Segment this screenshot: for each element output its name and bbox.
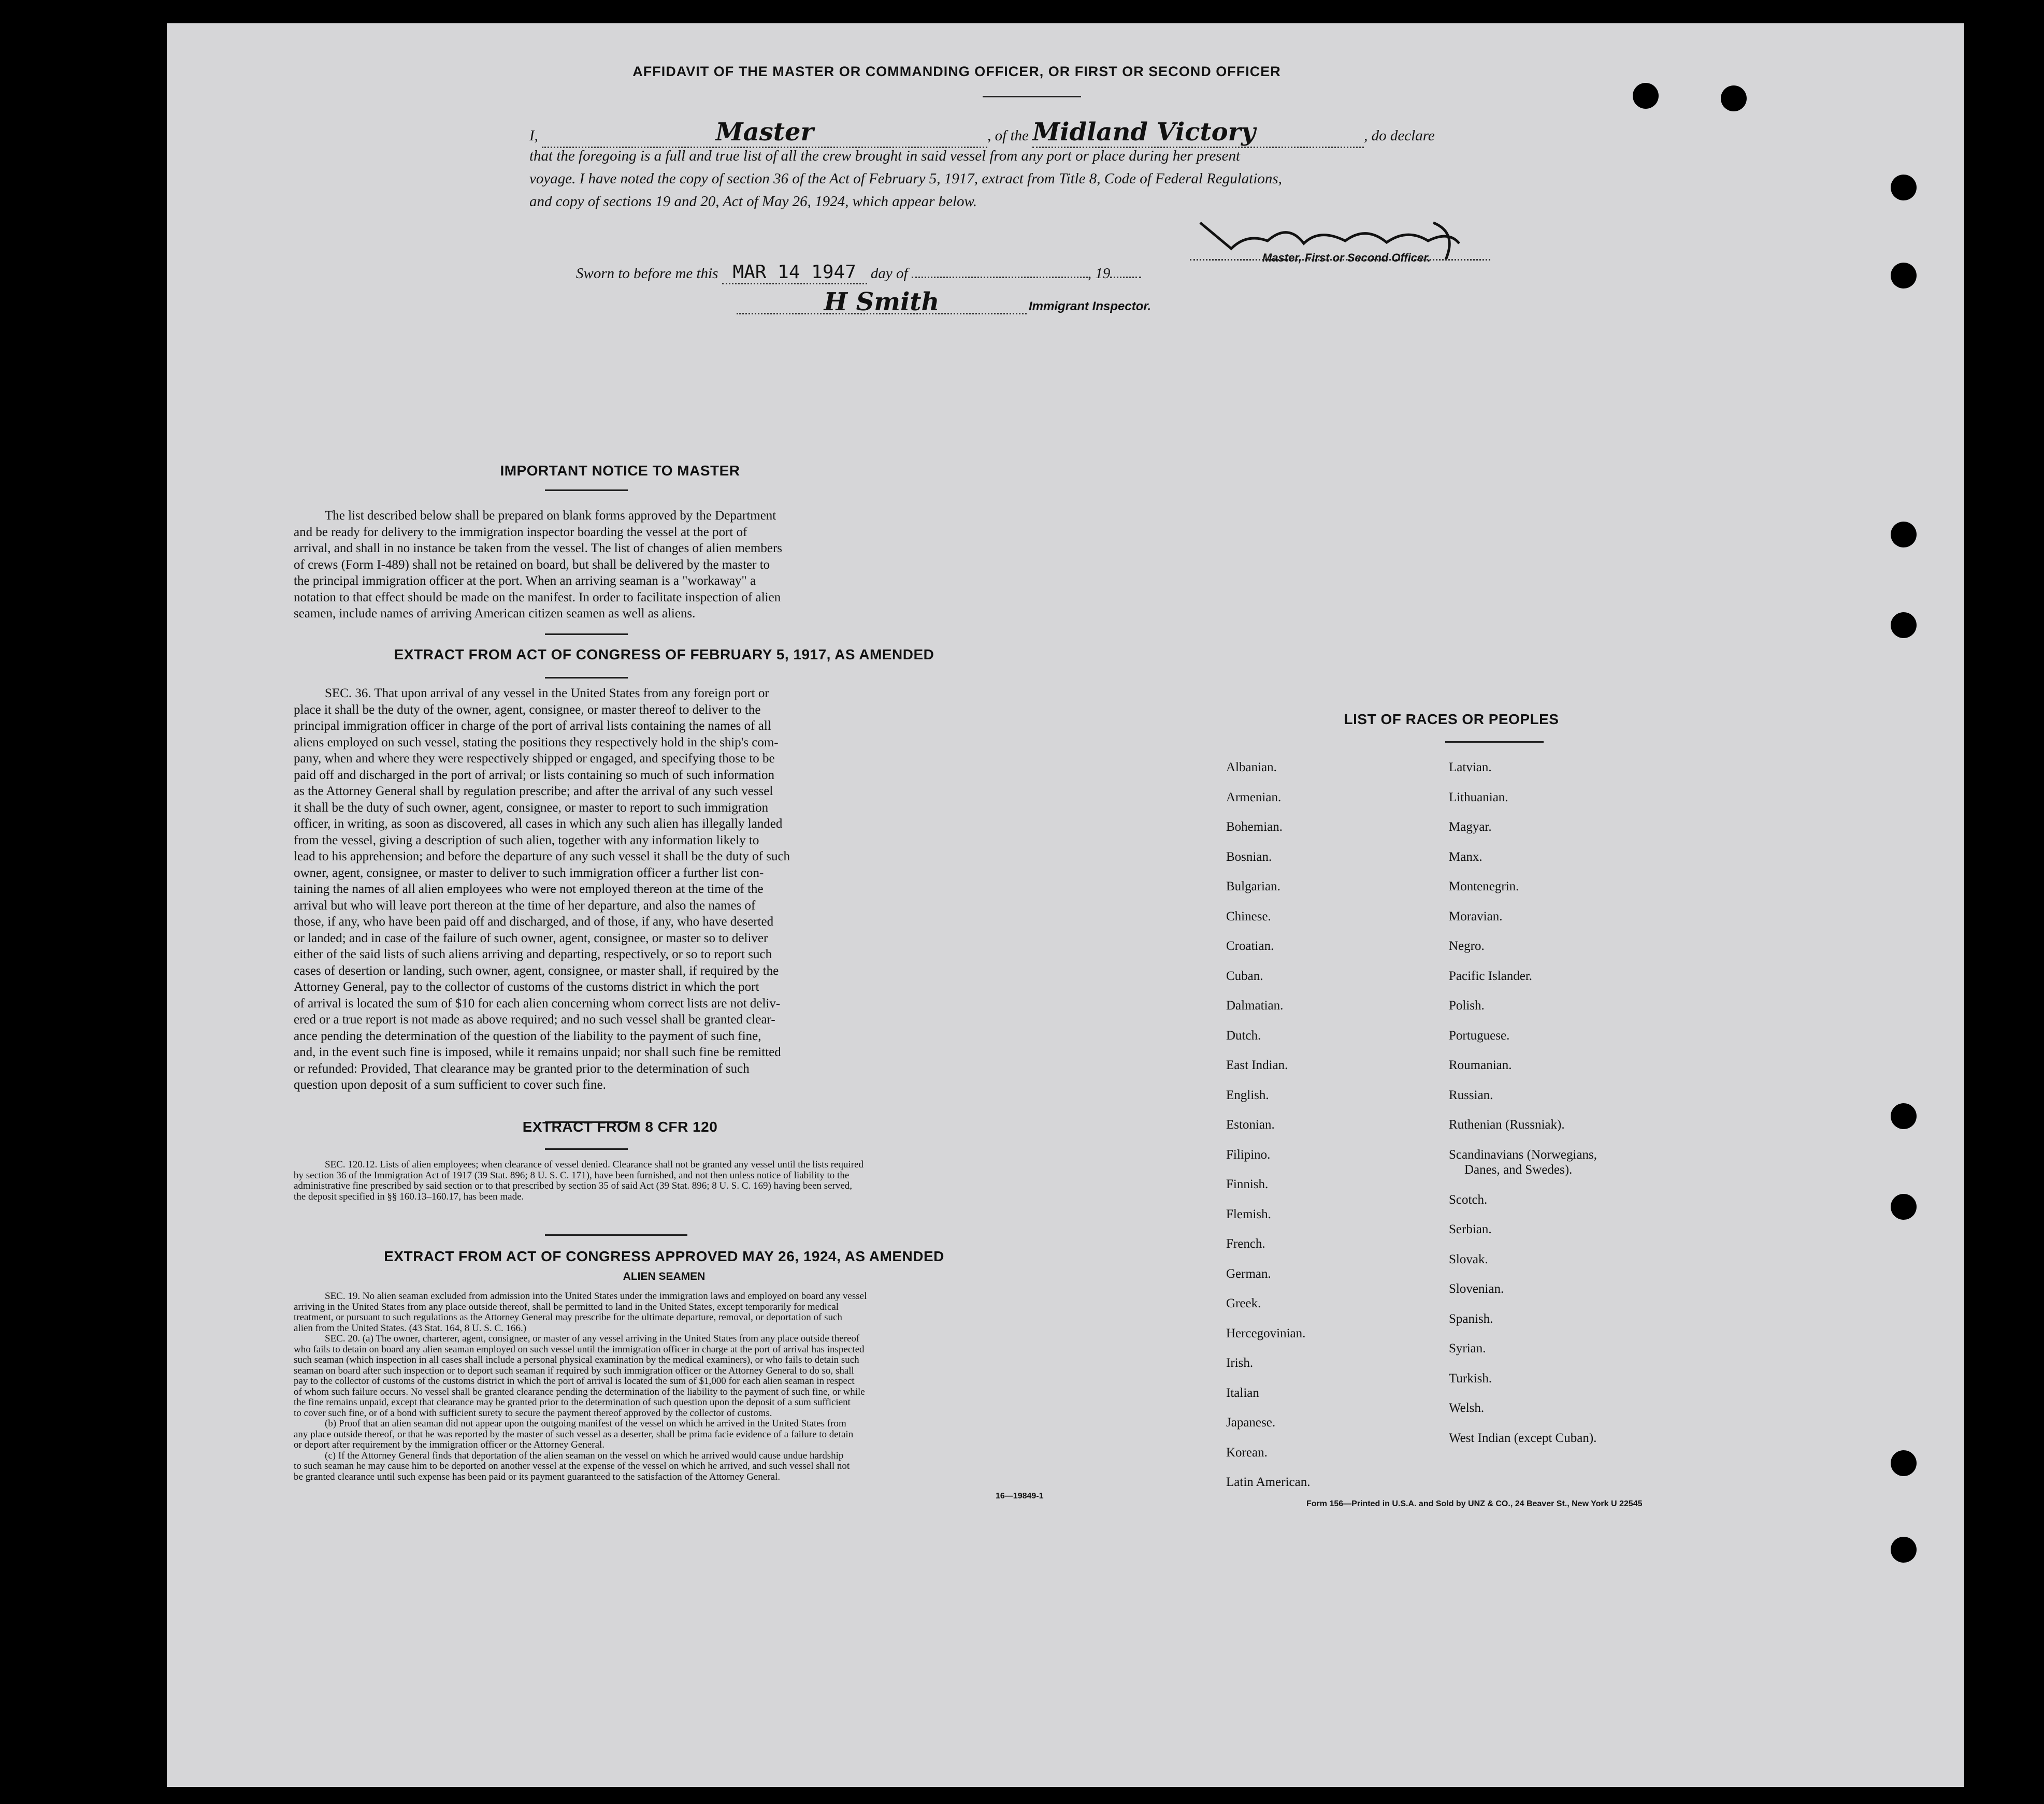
race-item: Lithuanian. bbox=[1449, 790, 1508, 804]
race-item: Moravian. bbox=[1449, 909, 1503, 923]
race-item: Finnish. bbox=[1226, 1177, 1269, 1191]
month-field[interactable] bbox=[912, 277, 1088, 278]
race-item: Bosnian. bbox=[1226, 849, 1272, 864]
declaration-line-1 bbox=[529, 118, 1700, 148]
title-rule bbox=[983, 96, 1081, 97]
text-line: cases of desertion or landing, such owner, agent, consignee, or master shall, if required by the bbox=[294, 963, 779, 978]
declaration-line-2: that the foregoing is a full and true list of all the crew brought in said vessel from any port or place during her present bbox=[529, 148, 1241, 164]
extract1917-text bbox=[294, 685, 1066, 1093]
text-line: and be ready for delivery to the immigration inspector boarding the vessel at the port of bbox=[294, 525, 747, 539]
text-line: SEC. 19. No alien seaman excluded from admission into the United States under the immigration laws and employed on board any vessel bbox=[325, 1291, 867, 1302]
punch-hole bbox=[1891, 612, 1917, 638]
text-line: lead to his apprehension; and before the departure of any such vessel it shall be the duty of such bbox=[294, 849, 790, 863]
extract1924-subtitle: ALIEN SEAMEN bbox=[623, 1271, 706, 1282]
text-line: by section 36 of the Immigration Act of 1917 (39 Stat. 896; 8 U. S. C. 171), have been furnished, and not then unless notice of liability to the bbox=[294, 1170, 850, 1181]
sworn-label: Sworn to before me this bbox=[576, 265, 718, 282]
race-item: Welsh. bbox=[1449, 1401, 1485, 1415]
race-item: Turkish. bbox=[1449, 1371, 1492, 1386]
text-line: of arrival is located the sum of $10 for each alien concerning whom correct lists are not deliv- bbox=[294, 996, 781, 1011]
text-line: either of the said lists of such aliens arriving and departing, respectively, or so to report such bbox=[294, 947, 772, 961]
text-line: paid off and discharged in the port of arrival; or lists containing so much of such information bbox=[294, 768, 775, 782]
race-item: Croatian. bbox=[1226, 939, 1274, 953]
vessel-handwriting: Midland Victory bbox=[1032, 118, 1256, 147]
race-item: Danes, and Swedes). bbox=[1464, 1163, 1573, 1177]
race-item: Bulgarian. bbox=[1226, 879, 1280, 893]
text-line: The list described below shall be prepared on blank forms approved by the Department bbox=[325, 509, 776, 523]
text-line: principal immigration officer in charge of the port of arrival lists containing the names of all bbox=[294, 719, 771, 733]
text-line: to cover such fine, or of a bond with sufficient surety to secure the payment thereof approved by the collector of customs. bbox=[294, 1408, 772, 1419]
extract1924-title: EXTRACT FROM ACT OF CONGRESS APPROVED MAY 26, 1924, AS AMENDED bbox=[384, 1248, 944, 1264]
race-item: Scotch. bbox=[1449, 1192, 1488, 1207]
text-line: pany, when and where they were respectively shipped or engaged, and specifying those to be bbox=[294, 752, 775, 766]
declaration-line-3: voyage. I have noted the copy of section 36 of the Act of February 5, 1917, extract from Title 8, Code of Federal Regulations, bbox=[529, 170, 1282, 187]
race-item: Greek. bbox=[1226, 1296, 1261, 1310]
text-line: who fails to detain on board any alien seaman employed on such vessel until the immigration officer in charge at the port of arrival has inspected bbox=[294, 1344, 865, 1355]
extract1917-rule bbox=[545, 677, 628, 679]
punch-hole bbox=[1721, 85, 1747, 111]
extract1917-title: EXTRACT FROM ACT OF CONGRESS OF FEBRUARY 5, 1917, AS AMENDED bbox=[394, 646, 934, 662]
race-item: Manx. bbox=[1449, 849, 1482, 864]
text-line: the fine remains unpaid, except that clearance may be granted prior to the determination of such question upon the deposit of a sum sufficient bbox=[294, 1397, 851, 1408]
race-item: German. bbox=[1226, 1266, 1271, 1281]
race-item: Negro. bbox=[1449, 939, 1485, 953]
race-item: Portuguese. bbox=[1449, 1028, 1510, 1043]
text-line: treatment, or pursuant to such regulations as the Attorney General may prescribe for the ultimate departure, removal, or deportation of such bbox=[294, 1312, 842, 1323]
text-line: such seaman (which inspection in all cases shall include a personal physical examination by the medical examiners), or who fails to detain such bbox=[294, 1355, 859, 1365]
punch-hole bbox=[1891, 263, 1917, 288]
race-item: Latin American. bbox=[1226, 1475, 1311, 1489]
race-item: Spanish. bbox=[1449, 1311, 1493, 1326]
text-line: question upon deposit of a sum sufficient to cover such fine. bbox=[294, 1078, 606, 1092]
form-code: 16—19849-1 bbox=[996, 1492, 1044, 1500]
text-line: alien from the United States. (43 Stat. 164, 8 U. S. C. 166.) bbox=[294, 1323, 527, 1334]
text-line: pay to the collector of customs of the customs district in which the port of arrival is located the sum of $1,000 for each alien seaman in respect bbox=[294, 1376, 855, 1387]
race-item: Italian bbox=[1226, 1386, 1259, 1400]
race-item: Serbian. bbox=[1449, 1222, 1492, 1236]
document-sheet bbox=[167, 23, 1964, 1787]
text-line: seaman on board after such inspection or to deport such seaman if required by such immigration officer or the Attorney General to do so, shall bbox=[294, 1365, 854, 1376]
punch-hole bbox=[1891, 175, 1917, 200]
text-line: of crews (Form I-489) shall not be retained on board, but shall be delivered by the master to bbox=[294, 557, 770, 572]
text-line: aliens employed on such vessel, stating the positions they respectively hold in the ship's com- bbox=[294, 735, 779, 749]
inspector-line bbox=[737, 287, 1410, 316]
races-rule bbox=[1445, 741, 1544, 743]
of-the-label: , of the bbox=[987, 127, 1029, 144]
text-line: as the Attorney General shall by regulation prescribe; and after the arrival of any such vessel bbox=[294, 784, 773, 798]
text-line: of whom such failure occurs. No vessel shall be granted clearance pending the determination of the liability to the payment of such fine, or while bbox=[294, 1387, 865, 1397]
text-line: SEC. 120.12. Lists of alien employees; when clearance of vessel denied. Clearance shall not be granted any vessel until the lists required bbox=[325, 1160, 863, 1170]
text-line: (c) If the Attorney General finds that deportation of the alien seaman on the vessel on which he arrived would cause undue hardship bbox=[325, 1450, 844, 1461]
inspector-caption: Immigrant Inspector. bbox=[1029, 299, 1151, 313]
race-item: Slovak. bbox=[1449, 1252, 1488, 1266]
text-line: arrival but who will leave port thereon at the time of her departure, and also the names of bbox=[294, 898, 756, 913]
races-title: LIST OF RACES OR PEOPLES bbox=[1344, 711, 1559, 727]
text-line: taining the names of all alien employees who were not employed thereon at the time of the bbox=[294, 882, 764, 896]
text-line: from the vessel, giving a description of such alien, together with any information likely to bbox=[294, 833, 759, 847]
race-item: Montenegrin. bbox=[1449, 879, 1519, 893]
text-line: notation to that effect should be made on the manifest. In order to facilitate inspection of alien bbox=[294, 590, 781, 604]
punch-hole bbox=[1891, 1450, 1917, 1476]
sworn-date-stamp[interactable]: MAR 14 1947 bbox=[722, 262, 867, 284]
race-item: Filipino. bbox=[1226, 1147, 1271, 1162]
text-line: be granted clearance until such expense has been paid or its payment guaranteed to the satisfaction of the Attorney General. bbox=[294, 1471, 781, 1482]
race-item: Estonian. bbox=[1226, 1118, 1275, 1132]
text-line: Attorney General, pay to the collector of customs of the customs district in which the port bbox=[294, 980, 759, 994]
day-of-label: day of bbox=[870, 265, 908, 282]
inspector-field[interactable] bbox=[737, 287, 1027, 316]
extract1924-top-rule bbox=[545, 1234, 687, 1236]
punch-hole bbox=[1891, 1194, 1917, 1220]
notice-title: IMPORTANT NOTICE TO MASTER bbox=[500, 463, 740, 479]
text-line: ered or a true report is not made as above required; and no such vessel shall be granted clear- bbox=[294, 1013, 775, 1027]
race-item: Magyar. bbox=[1449, 820, 1492, 834]
text-line: to such seaman he may cause him to be deported on another vessel at the expense of the vessel on which he arrived, and such vessel shall not bbox=[294, 1461, 850, 1471]
text-line: or deport after requirement by the immigration officer or the Attorney General. bbox=[294, 1440, 605, 1450]
master-signature-caption: Master, First or Second Officer. bbox=[1262, 251, 1431, 264]
race-item: Irish. bbox=[1226, 1356, 1254, 1370]
extract1917-top-rule bbox=[545, 633, 628, 635]
text-line: those, if any, who have been paid off and discharged, and of those, if any, who have deserted bbox=[294, 915, 774, 929]
text-line: and, in the event such fine is imposed, while it remains unpaid; nor shall such fine be remitted bbox=[294, 1045, 781, 1059]
text-line: place it shall be the duty of the owner, agent, consignee, or master thereof to deliver to the bbox=[294, 702, 761, 717]
punch-hole bbox=[1891, 1103, 1917, 1129]
race-item: Korean. bbox=[1226, 1445, 1268, 1460]
race-item: East Indian. bbox=[1226, 1058, 1288, 1072]
declarant-handwriting: Master bbox=[715, 118, 814, 147]
race-item: Hercegovinian. bbox=[1226, 1326, 1306, 1340]
text-line: arrival, and shall in no instance be taken from the vessel. The list of changes of alien members bbox=[294, 541, 782, 555]
year-prefix: , 19 bbox=[1087, 265, 1111, 282]
text-line: the principal immigration officer at the port. When an arriving seaman is a "workaway" a bbox=[294, 574, 756, 588]
text-line: ance pending the determination of the question of the liability to the payment of such fine, bbox=[294, 1029, 761, 1043]
race-item: Chinese. bbox=[1226, 909, 1271, 923]
notice-rule bbox=[545, 489, 628, 491]
race-item: Japanese. bbox=[1226, 1416, 1276, 1430]
text-line: the deposit specified in §§ 160.13–160.17, has been made. bbox=[294, 1191, 524, 1202]
text-line: officer, in writing, as soon as discovered, all cases in which any such alien has illegally landed bbox=[294, 817, 783, 831]
punch-hole bbox=[1891, 1537, 1917, 1563]
race-item: Latvian. bbox=[1449, 760, 1492, 774]
punch-hole bbox=[1633, 83, 1659, 109]
race-item: Armenian. bbox=[1226, 790, 1282, 804]
punch-hole bbox=[1891, 522, 1917, 547]
text-line: it shall be the duty of such owner, agent, consignee, or master to report to such immigration bbox=[294, 800, 769, 815]
declarant-field[interactable] bbox=[542, 118, 987, 148]
race-item: Flemish. bbox=[1226, 1207, 1271, 1221]
text-line: administrative fine prescribed by said section or to that prescribed by section 35 of said Act (39 Stat. 896; 8 U. S. C. 169) having been served, bbox=[294, 1181, 853, 1191]
cfr-rule bbox=[545, 1148, 628, 1150]
sworn-line bbox=[576, 262, 1405, 284]
text-line: SEC. 36. That upon arrival of any vessel in the United States from any foreign port or bbox=[325, 686, 769, 700]
text-line: or landed; and in case of the failure of such owner, agent, consignee, or master so to deliver bbox=[294, 931, 768, 945]
text-line: any place outside thereof, or that he was reported by the master of such vessel as a deserter, shall be prima facie evidence of a failure to detain bbox=[294, 1429, 854, 1440]
races-column-1 bbox=[1226, 760, 1433, 1505]
text-line: or refunded: Provided, That clearance may be granted prior to the determination of such bbox=[294, 1061, 750, 1076]
race-item: Syrian. bbox=[1449, 1341, 1486, 1355]
inspector-handwriting: H Smith bbox=[824, 287, 940, 316]
race-item: Slovenian. bbox=[1449, 1282, 1504, 1296]
text-line: owner, agent, consignee, or master to deliver to such immigration officer a further list con- bbox=[294, 865, 764, 880]
year-field[interactable] bbox=[1110, 277, 1141, 278]
race-item: Cuban. bbox=[1226, 969, 1263, 983]
form-footer-note: Form 156—Printed in U.S.A. and Sold by UNZ & CO., 24 Beaver St., New York U 22545 bbox=[1306, 1499, 1643, 1508]
race-item: West Indian (except Cuban). bbox=[1449, 1431, 1597, 1445]
races-column-2 bbox=[1449, 760, 1718, 1461]
vessel-field[interactable] bbox=[1032, 118, 1364, 148]
race-item: French. bbox=[1226, 1237, 1265, 1251]
affidavit-title: AFFIDAVIT OF THE MASTER OR COMMANDING OFFICER, OR FIRST OR SECOND OFFICER bbox=[632, 64, 1281, 79]
extract1924-text bbox=[294, 1291, 1143, 1482]
race-item: Bohemian. bbox=[1226, 820, 1283, 834]
text-line: (b) Proof that an alien seaman did not appear upon the outgoing manifest of the vessel on which he arrived in the United States from bbox=[325, 1419, 846, 1429]
race-item: Pacific Islander. bbox=[1449, 969, 1533, 983]
race-item: Roumanian. bbox=[1449, 1058, 1512, 1072]
cfr-title: EXTRACT FROM 8 CFR 120 bbox=[522, 1119, 718, 1135]
declarant-prefix: I, bbox=[529, 127, 538, 144]
race-item: Scandinavians (Norwegians, bbox=[1449, 1147, 1597, 1162]
race-item: Russian. bbox=[1449, 1088, 1493, 1102]
text-line: seamen, include names of arriving American citizen seamen as well as aliens. bbox=[294, 607, 696, 620]
race-item: Dutch. bbox=[1226, 1028, 1261, 1043]
race-item: English. bbox=[1226, 1088, 1269, 1102]
cfr-text bbox=[294, 1160, 1143, 1202]
race-item: Polish. bbox=[1449, 999, 1485, 1013]
race-item: Albanian. bbox=[1226, 760, 1277, 774]
declare-label: , do declare bbox=[1364, 127, 1435, 144]
declaration-line-4: and copy of sections 19 and 20, Act of May 26, 1924, which appear below. bbox=[529, 193, 977, 210]
text-line: arriving in the United States from any place outside thereof, shall be permitted to land in the United States, except temporarily for medical bbox=[294, 1302, 839, 1312]
race-item: Dalmatian. bbox=[1226, 999, 1284, 1013]
text-line: SEC. 20. (a) The owner, charterer, agent, consignee, or master of any vessel arriving in the United States from any place outside thereof bbox=[325, 1334, 860, 1344]
notice-text bbox=[294, 508, 1066, 622]
race-item: Ruthenian (Russniak). bbox=[1449, 1118, 1565, 1132]
